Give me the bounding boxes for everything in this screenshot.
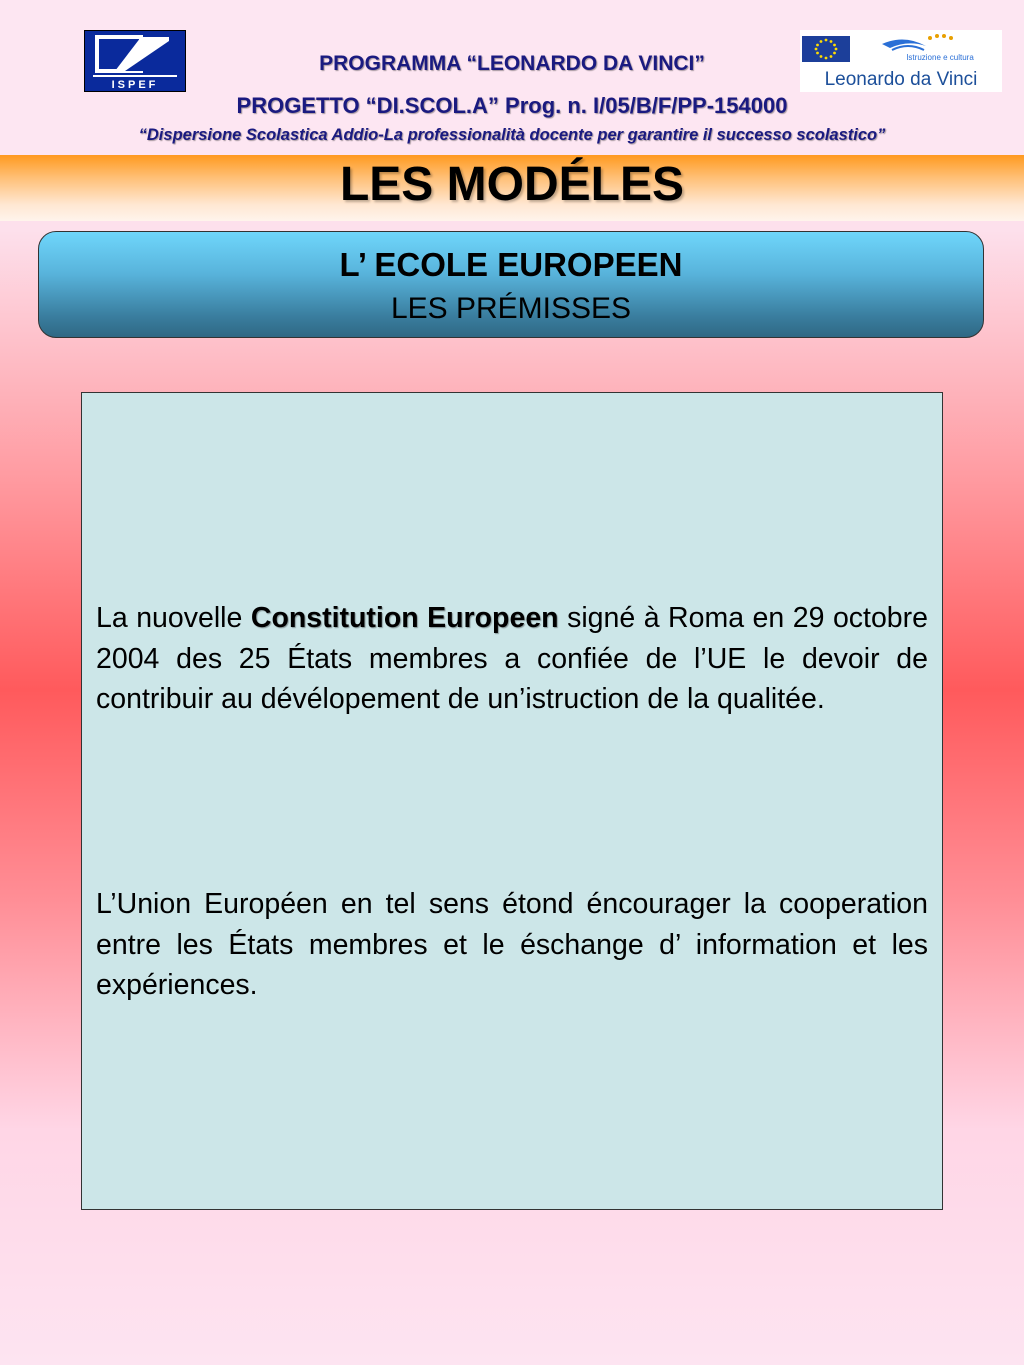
ld-name: Leonardo da Vinci xyxy=(824,69,978,90)
paragraph-union: L’Union Européen en tel sens étond éncourager la cooperation entre les États membres et le éschange d’ information et les expériences. xyxy=(96,888,928,1001)
paragraph-text-end: signé à Roma en 29 octobre 2004 des 25 États membres a confiée de l’UE le devoir de contribuir au dévélopement de un’istruction de la qualitée. xyxy=(96,602,929,715)
project-heading: PROGETTO “DI.SCOL.A” Prog. n. I/05/B/F/PP-154000 xyxy=(236,93,788,118)
paragraph-text-start: La nuovelle xyxy=(96,602,251,634)
page-title: LES MODÉLES xyxy=(339,158,685,211)
content-panel xyxy=(81,392,943,1210)
banner-subtitle: LES PRÉMISSES xyxy=(390,292,632,325)
ispef-logo-text: ISPEF xyxy=(111,79,159,91)
constitution-emphasis: Constitution Europeen xyxy=(250,602,559,634)
program-heading: PROGRAMMA “LEONARDO DA VINCI” xyxy=(319,52,705,75)
project-subtitle: “Dispersione Scolastica Addio-La professionalità docente per garantire il successo scolastico” xyxy=(138,126,886,144)
section-banner xyxy=(38,231,984,338)
paragraph-constitution xyxy=(96,598,928,720)
ld-tagline: Istruzione e cultura xyxy=(906,53,974,62)
banner-title: L’ ECOLE EUROPEEN xyxy=(339,246,683,283)
